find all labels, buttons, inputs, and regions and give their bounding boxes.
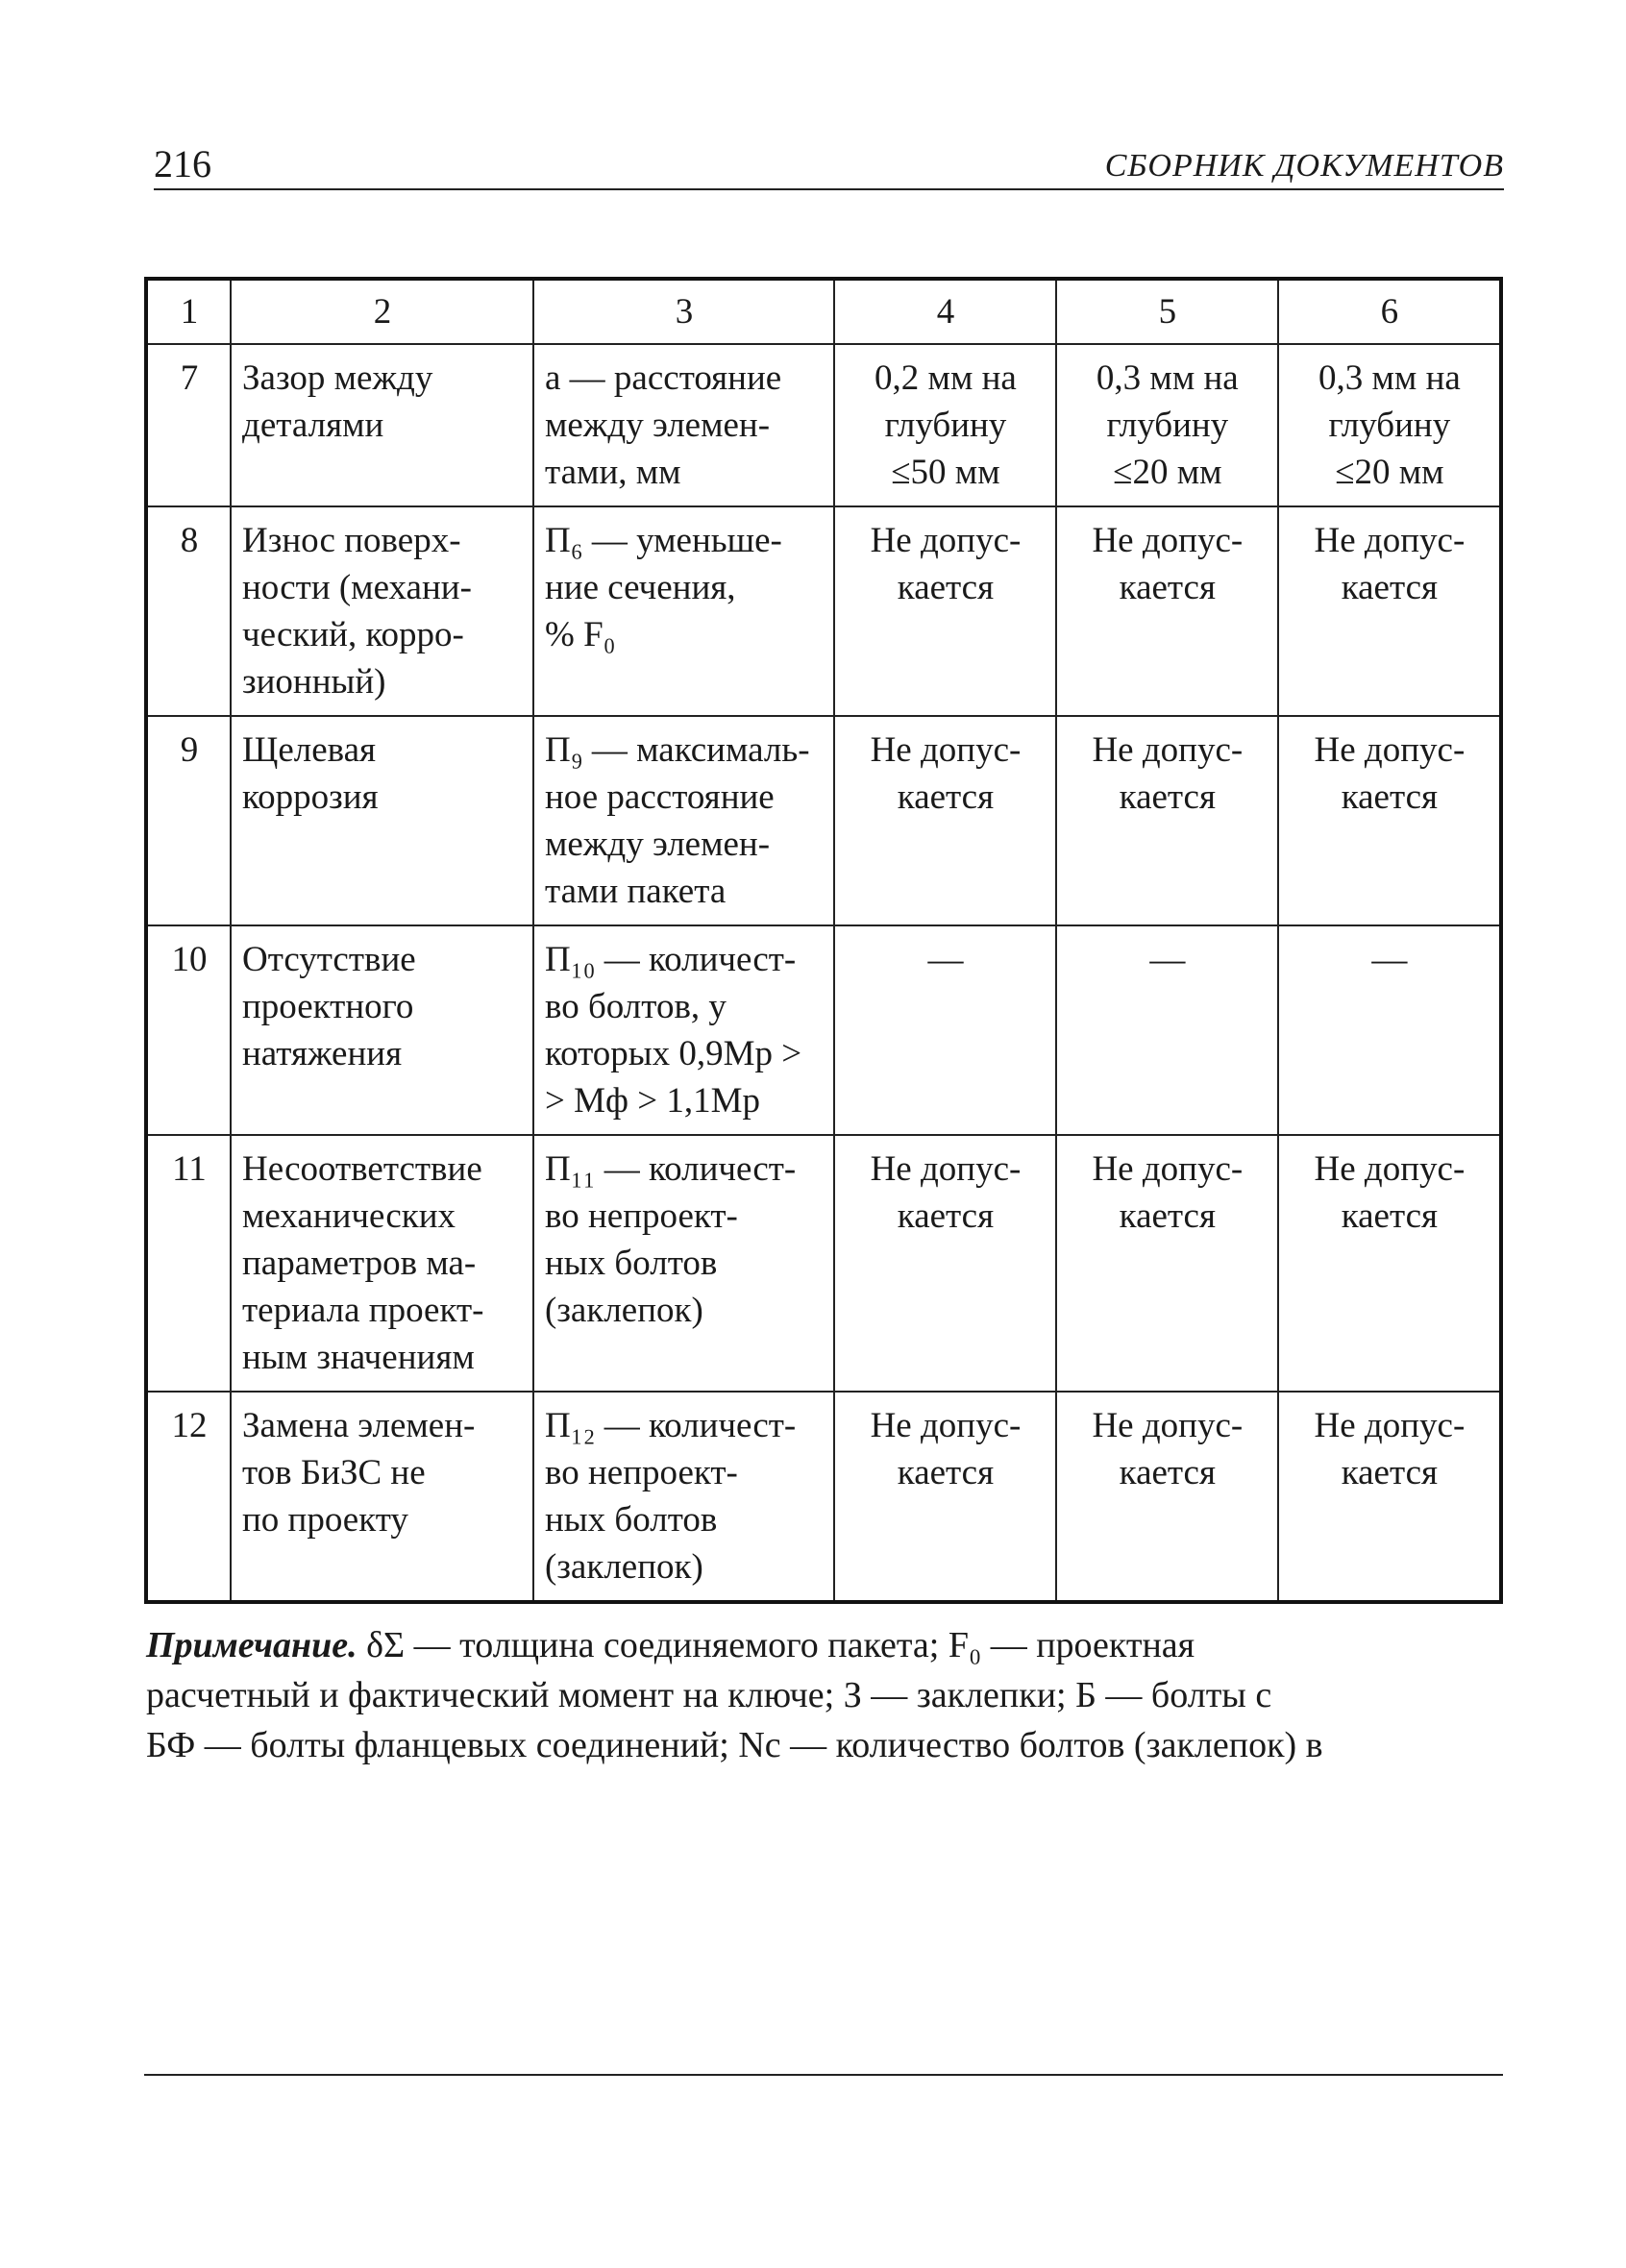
column-header: 6 [1278, 279, 1501, 344]
table-note [146, 1620, 1503, 1770]
table-row [146, 506, 1501, 716]
limit-col4: Не допус- кается [834, 506, 1056, 716]
limit-col6: Не допус- кается [1278, 1135, 1501, 1392]
limit-col5: Не допус- кается [1056, 1392, 1278, 1602]
limit-col4: Не допус- кается [834, 1135, 1056, 1392]
column-header: 2 [231, 279, 533, 344]
running-title: СБОРНИК ДОКУМЕНТОВ [1104, 148, 1504, 184]
column-header: 5 [1056, 279, 1278, 344]
limit-col5: 0,3 мм на глубину ≤20 мм [1056, 344, 1278, 506]
limit-col4: — [834, 925, 1056, 1135]
parameter-description: П₁₂ — количест- во непроект- ных болтов (заклепок) [533, 1392, 834, 1602]
defect-name: Отсутствие проектного натяжения [231, 925, 533, 1135]
limit-col4: 0,2 мм на глубину ≤50 мм [834, 344, 1056, 506]
row-number: 8 [146, 506, 231, 716]
page-number: 216 [154, 142, 211, 185]
column-header: 4 [834, 279, 1056, 344]
defect-name: Зазор между деталями [231, 344, 533, 506]
table-row [146, 716, 1501, 925]
note-text: δΣ — толщина соединяемого пакета; F₀ — проектная расчетный и фактический момент на ключе; З — заклепки; Б — болты с БФ — болты фланцевых соединений; Nс — количество болтов (заклепок) в [146, 1625, 1323, 1765]
row-number: 10 [146, 925, 231, 1135]
parameter-description: a — расстояние между элемен- тами, мм [533, 344, 834, 506]
limit-col4: Не допус- кается [834, 1392, 1056, 1602]
defect-name: Замена элемен- тов БиЗС не по проекту [231, 1392, 533, 1602]
defects-table [144, 277, 1503, 1604]
limit-col6: Не допус- кается [1278, 1392, 1501, 1602]
row-number: 7 [146, 344, 231, 506]
table-row [146, 1135, 1501, 1392]
row-number: 9 [146, 716, 231, 925]
defect-name: Несоответствие механических параметров ма- териала проект- ным значениям [231, 1135, 533, 1392]
table-row [146, 1392, 1501, 1602]
column-header: 1 [146, 279, 231, 344]
limit-col6: — [1278, 925, 1501, 1135]
row-number: 11 [146, 1135, 231, 1392]
table-row [146, 925, 1501, 1135]
defect-name: Износ поверх- ности (механи- ческий, корро- зионный) [231, 506, 533, 716]
limit-col5: — [1056, 925, 1278, 1135]
limit-col6: Не допус- кается [1278, 716, 1501, 925]
defect-name: Щелевая коррозия [231, 716, 533, 925]
parameter-description: П₆ — уменьше- ние сечения, % F₀ [533, 506, 834, 716]
limit-col4: Не допус- кается [834, 716, 1056, 925]
limit-col5: Не допус- кается [1056, 1135, 1278, 1392]
limit-col5: Не допус- кается [1056, 716, 1278, 925]
row-number: 12 [146, 1392, 231, 1602]
limit-col6: 0,3 мм на глубину ≤20 мм [1278, 344, 1501, 506]
table-row [146, 344, 1501, 506]
parameter-description: П₁₁ — количест- во непроект- ных болтов (заклепок) [533, 1135, 834, 1392]
limit-col6: Не допус- кается [1278, 506, 1501, 716]
column-header: 3 [533, 279, 834, 344]
limit-col5: Не допус- кается [1056, 506, 1278, 716]
page-header [154, 135, 1504, 190]
parameter-description: П₁₀ — количест- во болтов, у которых 0,9Mр > > Mф > 1,1Mр [533, 925, 834, 1135]
footer-rule [144, 2074, 1503, 2076]
table-header-row [146, 279, 1501, 344]
parameter-description: П₉ — максималь- ное расстояние между элемен- тами пакета [533, 716, 834, 925]
note-label: Примечание. [146, 1625, 357, 1665]
